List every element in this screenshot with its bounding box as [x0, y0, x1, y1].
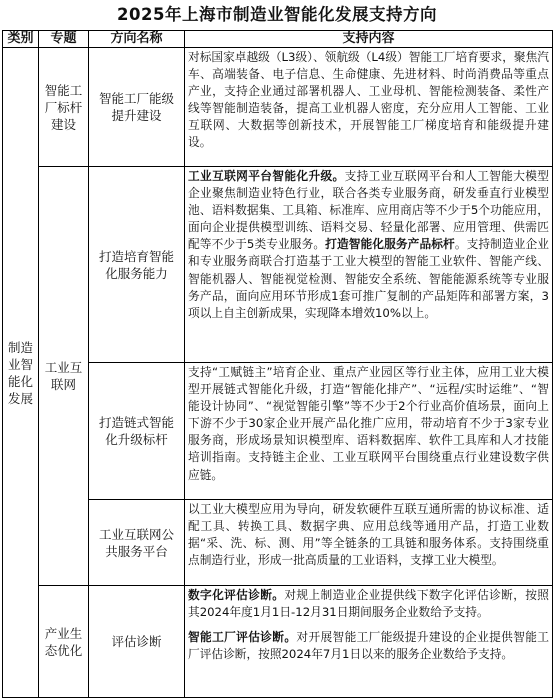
- content-heading: 智能工厂评估诊断。: [188, 630, 297, 645]
- topic-cell: 智能工厂标杆建设: [39, 48, 89, 167]
- content-heading: 数字化评估诊断。: [188, 588, 285, 602]
- header-direction: 方向名称: [89, 31, 185, 48]
- content-text: 。支持制造业企业和专业服务商联合打造基于工业大模型的智能工业软件、智能产线、智能机器人、智能视觉检测、智能安全系统、智能能源系统等专业服务产品，面向应用环节形成1套可推广复制的产品矩阵和部署方案，3项以上自主创新成果，实现降本增效10%以上。: [188, 237, 549, 320]
- content-heading: 工业互联网平台智能化升级。: [188, 169, 345, 183]
- content-cell: 对标国家卓越级（L3级）、领航级（L4级）智能工厂培育要求，聚焦汽车、高端装备、电子信息、生命健康、先进材料、时尚消费品等重点产业，支持企业通过部署机器人、工业母机、智能检测装备、柔性产线等智能制造装备，提高工业机器人密度，充分应用人工智能、工业互联网、大数据等创新技术，开展智能工厂梯度培育和能级提升建设。: [185, 48, 553, 167]
- direction-cell: 工业互联网公共服务平台: [89, 500, 185, 586]
- topic-cell: 工业互联网: [39, 167, 89, 586]
- content-block: [188, 629, 549, 663]
- content-cell: [185, 167, 553, 363]
- direction-cell: 打造链式智能化升级标杆: [89, 363, 185, 500]
- header-topic: 专题: [39, 31, 89, 48]
- content-text: 对规上制造业企业提供线下数字化评估诊断，按照其2024年度1月1日-12月31日期间服务企业数给予支持。: [188, 588, 549, 620]
- page-title: 2025年上海市制造业智能化发展支持方向: [117, 5, 437, 24]
- content-cell: 支持“工赋链主”培育企业、重点产业园区等行业主体，应用工业大模型开展链式智能化升级，打造“智能化排产”、“远程/实时运维”、“智能设计协同”、“视觉智能引擎”等不少于2个行业高价值场景，面向上下游不少于30家企业开展产品化推广应用，带动培育不少于3家专业服务商，形成场景知识模型库、语料数据库、软件工具库和人才技能培训指南。支持链主企业、工业互联网平台围绕重点行业建设数字供应链。: [185, 363, 553, 500]
- header-category: 类别: [3, 31, 39, 48]
- direction-cell: 评估诊断: [89, 586, 185, 698]
- table-row: [3, 167, 553, 363]
- table-row: [3, 48, 553, 167]
- table-header-row: [3, 31, 553, 48]
- content-cell: [185, 586, 553, 698]
- content-cell: 以工业大模型应用为导向，研发软硬件互联互通所需的协议标准、适配工具、转换工具、数据字典、应用总线等通用产品，打造工业数据“采、洗、标、测、用”等全链条的工具链和服务体系。支持围绕重点制造行业，形成一批高质量的工业语料，支撑工业大模型。: [185, 500, 553, 586]
- content-text: 支持工业互联网平台和人工智能大模型企业聚焦制造业特色行业，联合各类专业服务商，研发垂直行业模型池、语料数据集、工具箱、标准库、应用商店等不少于5个功能应用，面向企业提供模型训练、语料交易、轻量化部署、应用管理、供需匹配等不少于5类专业服务。: [188, 169, 549, 252]
- header-content: 支持内容: [185, 31, 553, 48]
- topic-cell: 产业生态优化: [39, 586, 89, 698]
- content-heading: 打造智能化服务产品标杆: [325, 237, 455, 252]
- direction-cell: 智能工厂能级提升建设: [89, 48, 185, 167]
- category-cell: 制造业智能化发展: [3, 48, 39, 698]
- content-text: 对开展智能工厂能级提升建设的企业提供智能工厂评估诊断，按照2024年7月1日以来的服务企业数给予支持。: [188, 630, 549, 662]
- content-block: [188, 587, 549, 621]
- table-row: [3, 586, 553, 698]
- direction-cell: 打造培育智能化服务能力: [89, 167, 185, 363]
- support-table: [2, 30, 553, 698]
